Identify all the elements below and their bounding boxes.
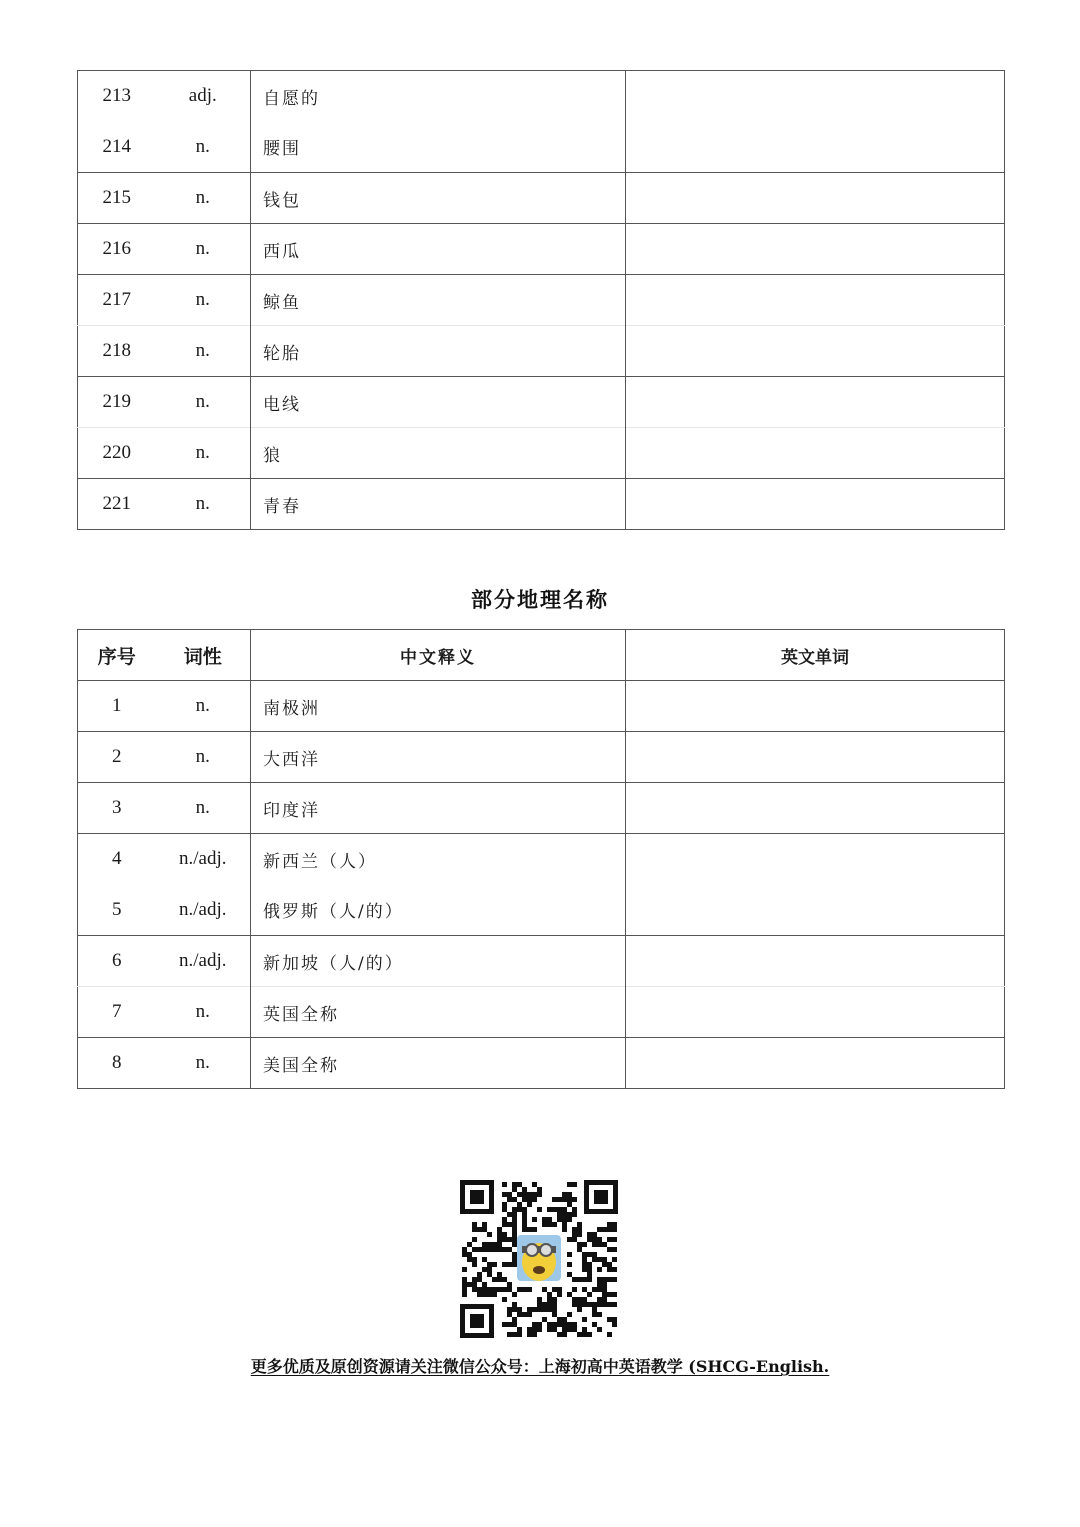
geography-names-table [77,629,1005,1089]
table-row [78,224,1005,275]
part-of-speech: n. [156,377,251,428]
table-row [78,936,1005,987]
english-word-cell [626,732,1005,783]
row-number: 215 [78,173,156,224]
table-row [78,1038,1005,1089]
part-of-speech: n./adj. [179,898,227,920]
footer-text: 更多优质及原创资源请关注微信公众号：上海初高中英语教学 (SHCG-English. [250,1357,830,1376]
header-number: 序号 [78,630,156,681]
row-number: 217 [78,275,156,326]
part-of-speech: n. [156,479,251,530]
part-of-speech: n. [156,428,251,479]
part-of-speech: n. [156,173,251,224]
part-of-speech: n. [156,275,251,326]
chinese-meaning: 轮胎 [251,326,626,377]
part-of-speech: n. [156,326,251,377]
chinese-meaning: 西瓜 [251,224,626,275]
row-number: 216 [78,224,156,275]
row-number: 7 [78,987,156,1038]
english-word-cell [626,681,1005,732]
row-number: 6 [78,936,156,987]
english-word-cell [626,224,1005,275]
chinese-meaning: 大西洋 [251,732,626,783]
english-word-cell [626,987,1005,1038]
english-word-cell [626,428,1005,479]
qr-code-icon[interactable] [460,1180,618,1338]
part-of-speech: adj. [156,71,251,122]
table-row [78,71,1005,122]
chinese-meaning: 腰围 [251,122,626,173]
part-of-speech: n. [156,732,251,783]
part-of-speech: n. [156,783,251,834]
chinese-meaning: 印度洋 [251,783,626,834]
header-english-word: 英文单词 [626,630,1005,681]
row-number: 219 [78,377,156,428]
english-word-cell [626,1038,1005,1089]
table-row [78,834,1005,885]
avatar [517,1235,561,1281]
part-of-speech: n. [195,135,210,157]
chinese-meaning: 南极洲 [251,681,626,732]
table-row [78,987,1005,1038]
chinese-meaning: 俄罗斯（人/的） [251,885,626,936]
english-word-cell [626,275,1005,326]
part-of-speech: n. [156,987,251,1038]
row-number: 2 [78,732,156,783]
part-of-speech: n./adj. [156,834,251,885]
vocab-table-continued [77,70,1005,530]
chinese-meaning: 英国全称 [251,987,626,1038]
part-of-speech: n. [156,681,251,732]
chinese-meaning: 鲸鱼 [251,275,626,326]
english-word-cell [626,71,1005,173]
table-row [78,479,1005,530]
english-word-cell [626,326,1005,377]
part-of-speech: n. [156,1038,251,1089]
section-title: 部分地理名称 [471,588,609,612]
chinese-meaning: 新西兰（人） [251,834,626,885]
row-number: 213 [78,71,156,122]
english-word-cell [626,479,1005,530]
table-row [78,732,1005,783]
chinese-meaning: 自愿的 [251,71,626,122]
row-number: 221 [78,479,156,530]
row-number: 1 [78,681,156,732]
row-number: 214 [102,135,131,157]
table-row [78,428,1005,479]
row-number: 8 [78,1038,156,1089]
row-number: 4 [78,834,156,885]
row-number: 218 [78,326,156,377]
footer-notice [0,1354,1080,1377]
table-row [78,377,1005,428]
row-number: 220 [78,428,156,479]
english-word-cell [626,377,1005,428]
chinese-meaning: 电线 [251,377,626,428]
part-of-speech: n. [156,224,251,275]
chinese-meaning: 钱包 [251,173,626,224]
english-word-cell [626,936,1005,987]
english-word-cell [626,834,1005,936]
table-row [78,783,1005,834]
english-word-cell [626,783,1005,834]
header-chinese-meaning: 中文释义 [251,630,626,681]
header-part-of-speech: 词性 [156,630,251,681]
table-row [78,173,1005,224]
chinese-meaning: 青春 [251,479,626,530]
chinese-meaning: 新加坡（人/的） [251,936,626,987]
chinese-meaning: 美国全称 [251,1038,626,1089]
table-row [78,275,1005,326]
table-row [78,681,1005,732]
table-header-row [78,630,1005,681]
row-number: 3 [78,783,156,834]
english-word-cell [626,173,1005,224]
chinese-meaning: 狼 [251,428,626,479]
table-row [78,326,1005,377]
row-number: 5 [112,898,122,920]
part-of-speech: n./adj. [156,936,251,987]
